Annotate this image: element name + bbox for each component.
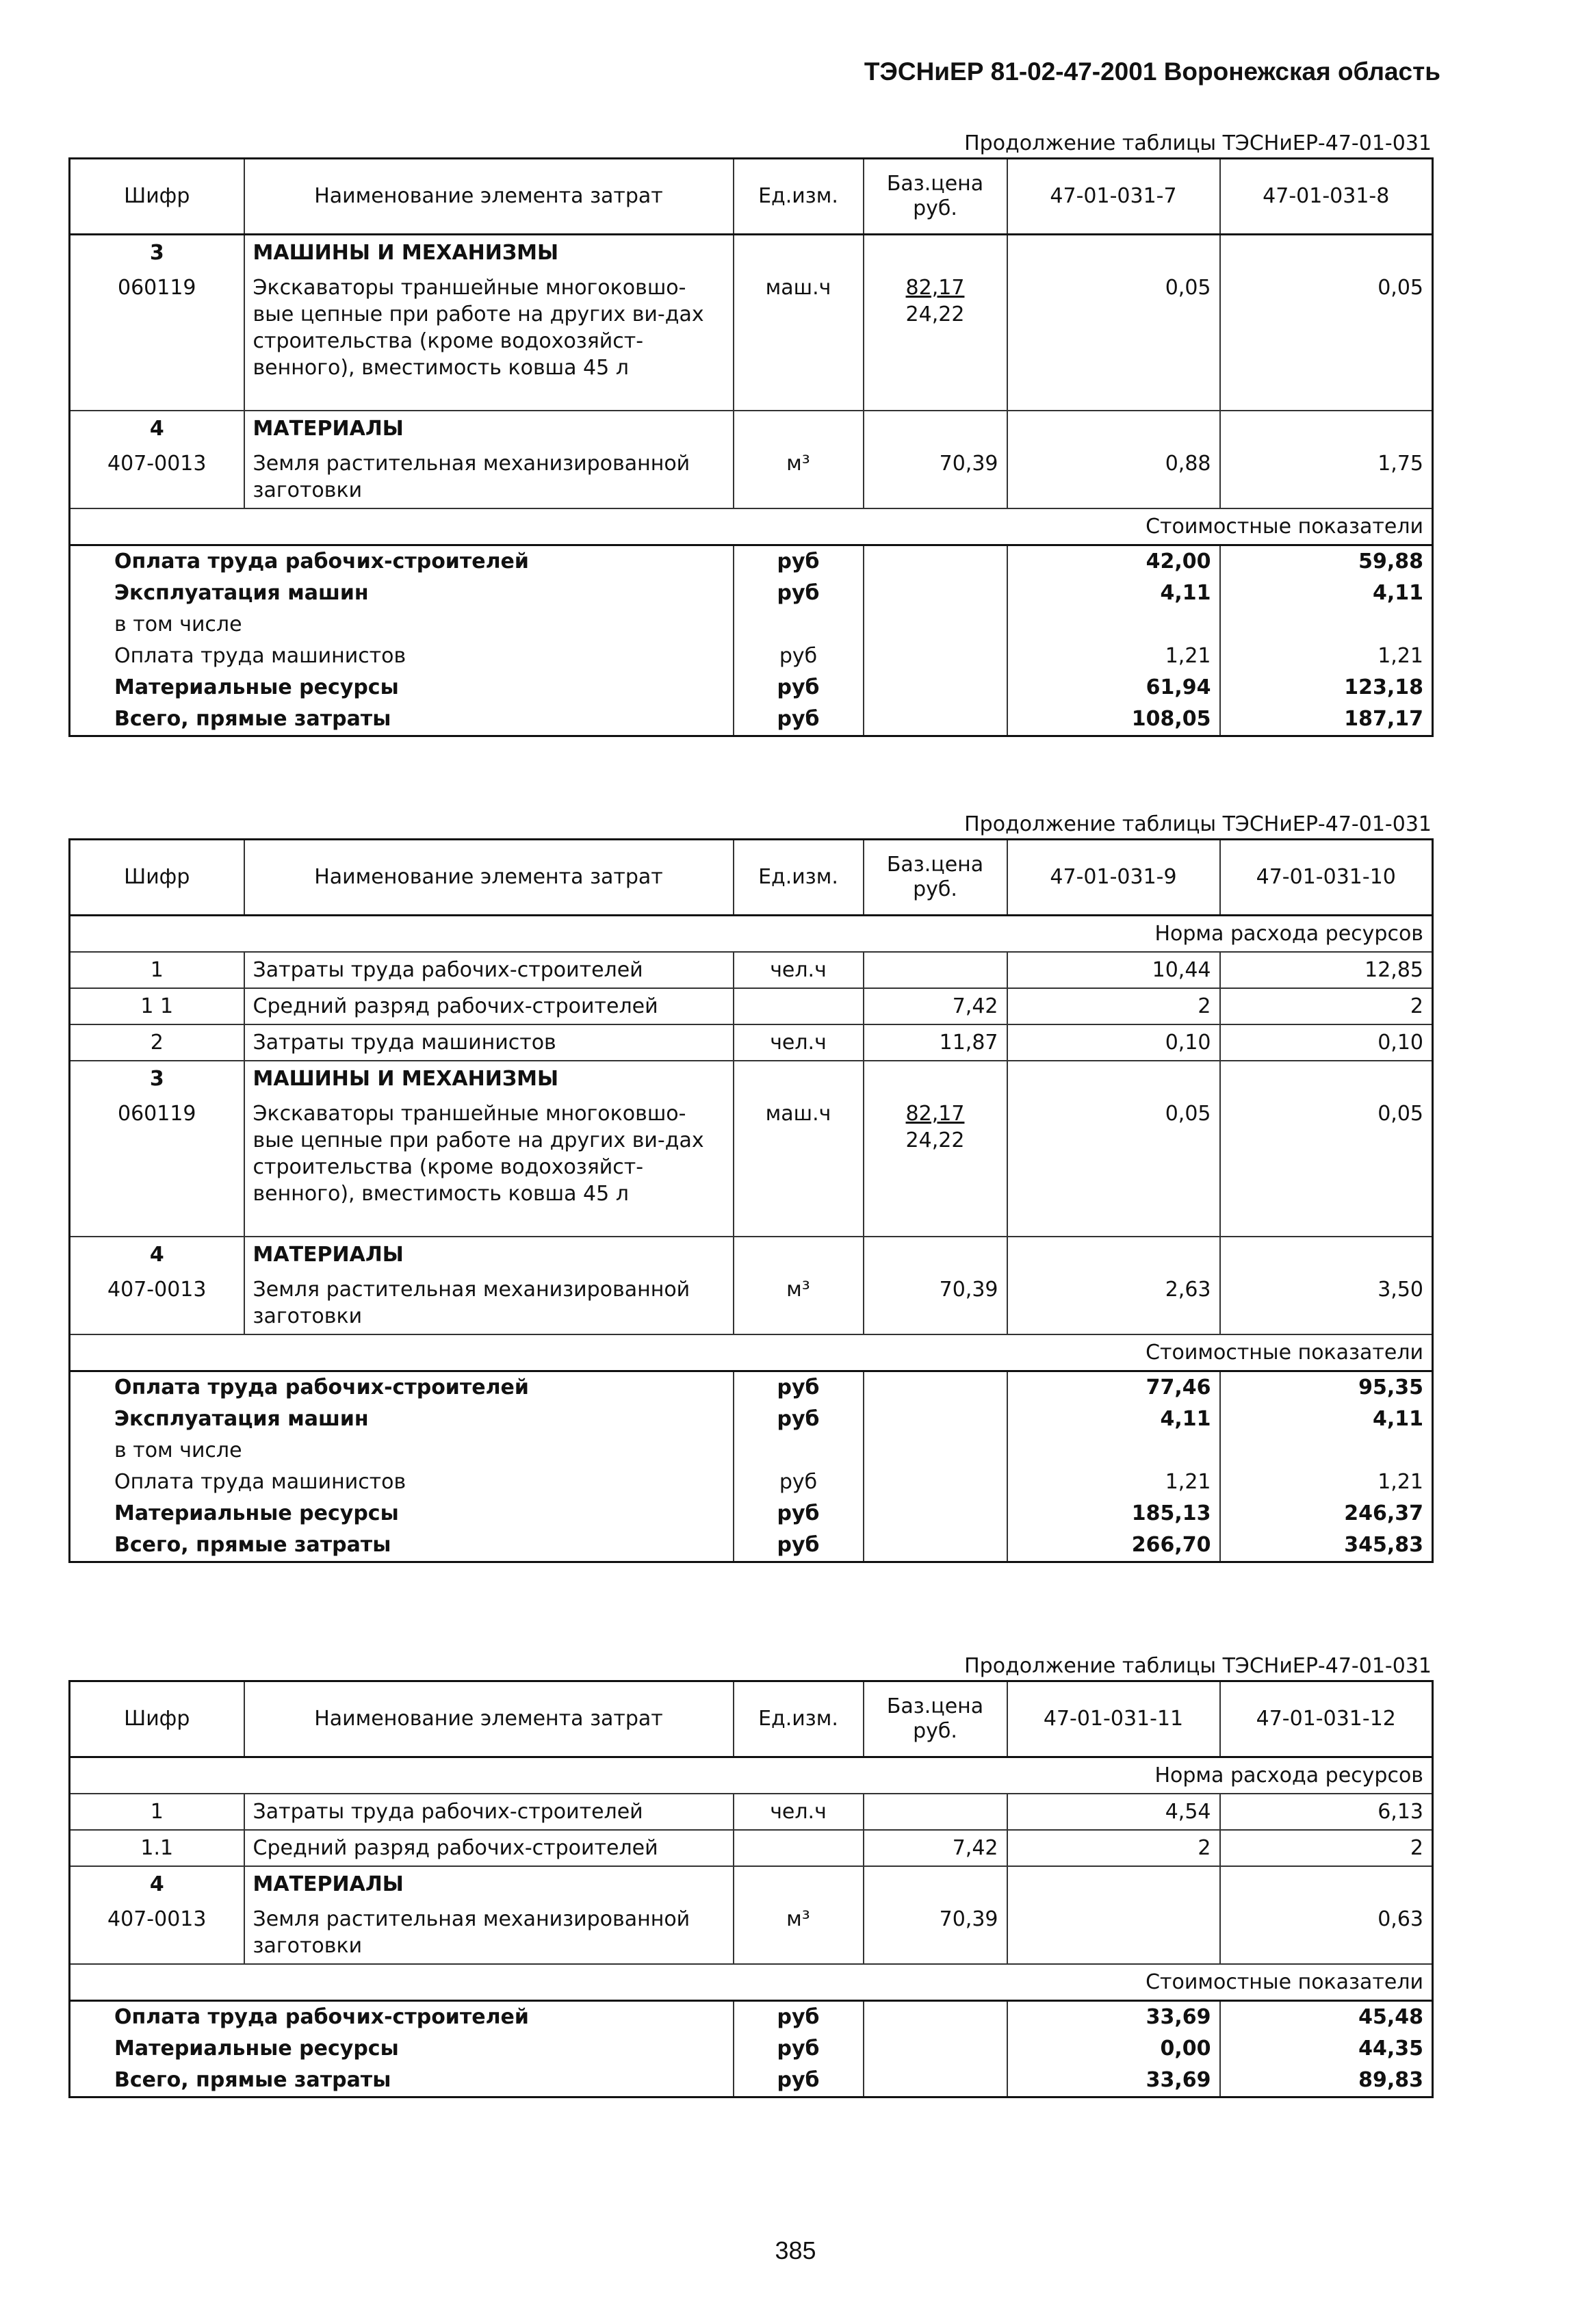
row-value-a: 0,88: [1007, 446, 1220, 508]
summary-value-b: 89,83: [1220, 2065, 1433, 2097]
summary-unit: руб: [734, 2065, 864, 2097]
summary-label: Материальные ресурсы: [70, 1498, 734, 1529]
resource-rows: [70, 952, 1433, 1061]
summary-value-b: 1,21: [1220, 1467, 1433, 1498]
section-number: 3: [70, 1061, 244, 1096]
summary-value-b: 123,18: [1220, 672, 1433, 703]
row-name: Экскаваторы траншейные многоковшо-вые цепные при работе на других ви-дах строительства (кроме водохозяйст-венного), вместимость ковша 45 л: [244, 1096, 734, 1237]
col-header-code: Шифр: [70, 159, 244, 235]
price-header-line1: Баз.цена: [886, 853, 984, 877]
col-header-a: 47-01-031-9: [1007, 840, 1220, 916]
summary-unit: руб: [734, 545, 864, 578]
norm-row: [70, 916, 1433, 953]
row-code: 1 1: [70, 988, 244, 1024]
summary-value-a: 4,11: [1007, 578, 1220, 609]
row-name: Затраты труда машинистов: [244, 1024, 734, 1061]
header-row: [70, 1681, 1433, 1757]
summary-value-a: 266,70: [1007, 1529, 1220, 1562]
row-value-b: 0,05: [1220, 270, 1433, 411]
row-price: [864, 952, 1007, 988]
summary-value-a: [1007, 1435, 1220, 1467]
col-header-name: Наименование элемента затрат: [244, 1681, 734, 1757]
row-name: Земля растительная механизированной заготовки: [244, 1902, 734, 1964]
row-code: 2: [70, 1024, 244, 1061]
row-price: 70,39: [864, 446, 1007, 508]
row-name: Затраты труда рабочих-строителей: [244, 1794, 734, 1830]
row-price: 7,42: [864, 1830, 1007, 1866]
summary-value-b: 44,35: [1220, 2033, 1433, 2065]
col-header-code: Шифр: [70, 1681, 244, 1757]
row-name: Средний разряд рабочих-строителей: [244, 1830, 734, 1866]
summary-unit: руб: [734, 2033, 864, 2065]
summary-unit: руб: [734, 672, 864, 703]
row-price: [864, 270, 1007, 411]
row-price: 11,87: [864, 1024, 1007, 1061]
row-name: Средний разряд рабочих-строителей: [244, 988, 734, 1024]
col-header-name: Наименование элемента затрат: [244, 840, 734, 916]
summary-unit: [734, 1435, 864, 1467]
row-unit: [734, 1830, 864, 1866]
table-row: [70, 1272, 1433, 1334]
col-header-b: 47-01-031-8: [1220, 159, 1433, 235]
summary-value-a: 4,11: [1007, 1404, 1220, 1435]
row-price: [864, 1096, 1007, 1237]
summary-value-b: 4,11: [1220, 1404, 1433, 1435]
summary-row: [70, 1371, 1433, 1404]
header-row: [70, 840, 1433, 916]
summary-unit: руб: [734, 578, 864, 609]
summary-row: [70, 2065, 1433, 2097]
table-row: [70, 988, 1433, 1024]
col-header-a: 47-01-031-7: [1007, 159, 1220, 235]
summary-price-empty: [864, 703, 1007, 736]
summary-price-empty: [864, 545, 1007, 578]
summary-value-b: 345,83: [1220, 1529, 1433, 1562]
estimate-table-1: [68, 130, 1432, 737]
section-title: МАТЕРИАЛЫ: [244, 411, 734, 446]
table-row: [70, 446, 1433, 508]
summary-row: [70, 1435, 1433, 1467]
row-unit: м³: [734, 446, 864, 508]
row-code: 060119: [70, 270, 244, 411]
row-name: Земля растительная механизированной заготовки: [244, 446, 734, 508]
col-header-price: [864, 1681, 1007, 1757]
row-name: Экскаваторы траншейные многоковшо-вые цепные при работе на других ви-дах строительства (кроме водохозяйст-венного), вместимость ковша 45 л: [244, 270, 734, 411]
row-unit: [734, 988, 864, 1024]
table-row: [70, 1794, 1433, 1830]
summary-price-empty: [864, 672, 1007, 703]
summary-label: Эксплуатация машин: [70, 578, 734, 609]
row-unit: маш.ч: [734, 270, 864, 411]
page-header: ТЭСНиЕР 81-02-47-2001 Воронежская область: [864, 57, 1440, 86]
summary-label: в том числе: [70, 1435, 734, 1467]
summary-value-b: [1220, 609, 1433, 641]
summary-unit: [734, 609, 864, 641]
row-unit: м³: [734, 1902, 864, 1964]
row-value-b: 12,85: [1220, 952, 1433, 988]
summary-row: [70, 578, 1433, 609]
col-header-code: Шифр: [70, 840, 244, 916]
summary-value-a: 33,69: [1007, 2065, 1220, 2097]
estimate-table-3: [68, 1653, 1432, 2098]
row-code: 1: [70, 952, 244, 988]
summary-value-a: 1,21: [1007, 1467, 1220, 1498]
col-header-b: 47-01-031-12: [1220, 1681, 1433, 1757]
row-unit: маш.ч: [734, 1096, 864, 1237]
price-value-1: 82,17: [905, 1102, 965, 1126]
price-value-2: 24,22: [905, 1128, 965, 1152]
row-value-a: 2: [1007, 988, 1220, 1024]
section-row-materials: [70, 1866, 1433, 1902]
section-number: 3: [70, 235, 244, 271]
summary-value-b: 187,17: [1220, 703, 1433, 736]
summary-label: Эксплуатация машин: [70, 1404, 734, 1435]
price-header-line2: руб.: [913, 196, 957, 220]
section-title: МАТЕРИАЛЫ: [244, 1237, 734, 1272]
cost-indicators-row: [70, 1334, 1433, 1371]
summary-value-a: 108,05: [1007, 703, 1220, 736]
cost-indicators-label: Стоимостные показатели: [70, 1334, 1433, 1371]
summary-label: Всего, прямые затраты: [70, 2065, 734, 2097]
price-header-line2: руб.: [913, 1719, 957, 1743]
price-header-line1: Баз.цена: [886, 1694, 984, 1718]
summary-price-empty: [864, 641, 1007, 672]
row-value-b: 6,13: [1220, 1794, 1433, 1830]
row-price: 7,42: [864, 988, 1007, 1024]
row-code: 407-0013: [70, 1272, 244, 1334]
summary-value-b: [1220, 1435, 1433, 1467]
summary-price-empty: [864, 2001, 1007, 2034]
summary-label: Материальные ресурсы: [70, 2033, 734, 2065]
table-row: [70, 1902, 1433, 1964]
summary-value-a: 61,94: [1007, 672, 1220, 703]
col-header-name: Наименование элемента затрат: [244, 159, 734, 235]
cost-indicators-row: [70, 1964, 1433, 2001]
col-header-a: 47-01-031-11: [1007, 1681, 1220, 1757]
row-value-a: 0,05: [1007, 270, 1220, 411]
summary-row: [70, 1467, 1433, 1498]
summary-unit: руб: [734, 703, 864, 736]
summary-unit: руб: [734, 1467, 864, 1498]
summary-label: Оплата труда машинистов: [70, 1467, 734, 1498]
summary-price-empty: [864, 2065, 1007, 2097]
section-title: МАТЕРИАЛЫ: [244, 1866, 734, 1902]
table-row: [70, 1096, 1433, 1237]
table-row: [70, 1830, 1433, 1866]
row-code: 407-0013: [70, 446, 244, 508]
table-continuation-label: Продолжение таблицы ТЭСНиЕР-47-01-031: [964, 131, 1432, 155]
col-header-price: [864, 840, 1007, 916]
summary-label: Оплата труда машинистов: [70, 641, 734, 672]
row-unit: чел.ч: [734, 1794, 864, 1830]
section-title: МАШИНЫ И МЕХАНИЗМЫ: [244, 1061, 734, 1096]
col-header-unit: Ед.изм.: [734, 840, 864, 916]
row-value-a: [1007, 1902, 1220, 1964]
row-code: 060119: [70, 1096, 244, 1237]
price-header-line1: Баз.цена: [886, 172, 984, 196]
row-value-a: 4,54: [1007, 1794, 1220, 1830]
summary-value-a: 0,00: [1007, 2033, 1220, 2065]
norm-row: [70, 1757, 1433, 1794]
summary-price-empty: [864, 1404, 1007, 1435]
summary-row: [70, 1529, 1433, 1562]
page-number: 385: [775, 2236, 816, 2264]
summary-price-empty: [864, 578, 1007, 609]
summary-value-b: 95,35: [1220, 1371, 1433, 1404]
section-row-materials: [70, 1237, 1433, 1272]
summary-unit: руб: [734, 1529, 864, 1562]
summary-unit: руб: [734, 1371, 864, 1404]
summary-unit: руб: [734, 641, 864, 672]
summary-label: Материальные ресурсы: [70, 672, 734, 703]
row-value-a: 10,44: [1007, 952, 1220, 988]
estimate-grid: [68, 157, 1434, 737]
header-row: [70, 159, 1433, 235]
section-row-machines: [70, 1061, 1433, 1096]
summary-value-a: 1,21: [1007, 641, 1220, 672]
summary-price-empty: [864, 609, 1007, 641]
summary-value-a: 185,13: [1007, 1498, 1220, 1529]
summary-unit: руб: [734, 1498, 864, 1529]
summary-rows: [70, 545, 1433, 736]
summary-row: [70, 545, 1433, 578]
row-price: [864, 1794, 1007, 1830]
row-unit: чел.ч: [734, 952, 864, 988]
estimate-table-2: [68, 811, 1432, 1563]
norm-label: Норма расхода ресурсов: [70, 916, 1433, 953]
row-value-b: 2: [1220, 1830, 1433, 1866]
summary-label: Всего, прямые затраты: [70, 1529, 734, 1562]
col-header-price: [864, 159, 1007, 235]
summary-value-a: 77,46: [1007, 1371, 1220, 1404]
row-unit: чел.ч: [734, 1024, 864, 1061]
section-number: 4: [70, 411, 244, 446]
estimate-grid: [68, 838, 1434, 1563]
row-price: 70,39: [864, 1902, 1007, 1964]
row-value-b: 3,50: [1220, 1272, 1433, 1334]
summary-label: Оплата труда рабочих-строителей: [70, 545, 734, 578]
col-header-unit: Ед.изм.: [734, 159, 864, 235]
section-number: 4: [70, 1866, 244, 1902]
summary-row: [70, 703, 1433, 736]
cost-indicators-label: Стоимостные показатели: [70, 508, 1433, 545]
summary-row: [70, 2001, 1433, 2034]
row-value-b: 1,75: [1220, 446, 1433, 508]
row-value-a: 2: [1007, 1830, 1220, 1866]
summary-label: в том числе: [70, 609, 734, 641]
row-value-b: 0,05: [1220, 1096, 1433, 1237]
row-price: 70,39: [864, 1272, 1007, 1334]
summary-value-b: 59,88: [1220, 545, 1433, 578]
table-row: [70, 270, 1433, 411]
row-value-a: 0,10: [1007, 1024, 1220, 1061]
summary-price-empty: [864, 1435, 1007, 1467]
summary-row: [70, 609, 1433, 641]
summary-row: [70, 672, 1433, 703]
row-unit: м³: [734, 1272, 864, 1334]
summary-price-empty: [864, 1371, 1007, 1404]
summary-row: [70, 2033, 1433, 2065]
table-continuation-label: Продолжение таблицы ТЭСНиЕР-47-01-031: [964, 812, 1432, 836]
summary-row: [70, 1404, 1433, 1435]
col-header-b: 47-01-031-10: [1220, 840, 1433, 916]
summary-value-a: 33,69: [1007, 2001, 1220, 2034]
summary-value-b: 246,37: [1220, 1498, 1433, 1529]
estimate-grid: [68, 1680, 1434, 2098]
section-row-machines: [70, 235, 1433, 271]
row-code: 1: [70, 1794, 244, 1830]
summary-value-b: 1,21: [1220, 641, 1433, 672]
row-value-b: 2: [1220, 988, 1433, 1024]
table-row: [70, 1024, 1433, 1061]
summary-value-b: 4,11: [1220, 578, 1433, 609]
section-number: 4: [70, 1237, 244, 1272]
summary-label: Оплата труда рабочих-строителей: [70, 1371, 734, 1404]
summary-unit: руб: [734, 2001, 864, 2034]
summary-price-empty: [864, 1467, 1007, 1498]
row-code: 1.1: [70, 1830, 244, 1866]
col-header-unit: Ед.изм.: [734, 1681, 864, 1757]
norm-label: Норма расхода ресурсов: [70, 1757, 1433, 1794]
row-value-a: 2,63: [1007, 1272, 1220, 1334]
summary-value-a: [1007, 609, 1220, 641]
cost-indicators-row: [70, 508, 1433, 545]
price-value-2: 24,22: [905, 302, 965, 326]
summary-label: Всего, прямые затраты: [70, 703, 734, 736]
summary-rows: [70, 2001, 1433, 2097]
row-value-b: 0,63: [1220, 1902, 1433, 1964]
summary-price-empty: [864, 1529, 1007, 1562]
summary-row: [70, 641, 1433, 672]
price-header-line2: руб.: [913, 877, 957, 901]
resource-rows: [70, 1794, 1433, 1866]
row-value-b: 0,10: [1220, 1024, 1433, 1061]
section-title: МАШИНЫ И МЕХАНИЗМЫ: [244, 235, 734, 271]
section-row-materials: [70, 411, 1433, 446]
summary-price-empty: [864, 1498, 1007, 1529]
price-value-1: 82,17: [905, 276, 965, 300]
table-row: [70, 952, 1433, 988]
row-code: 407-0013: [70, 1902, 244, 1964]
summary-value-a: 42,00: [1007, 545, 1220, 578]
summary-rows: [70, 1371, 1433, 1562]
summary-unit: руб: [734, 1404, 864, 1435]
cost-indicators-label: Стоимостные показатели: [70, 1964, 1433, 2001]
row-name: Земля растительная механизированной заготовки: [244, 1272, 734, 1334]
table-continuation-label: Продолжение таблицы ТЭСНиЕР-47-01-031: [964, 1654, 1432, 1678]
summary-value-b: 45,48: [1220, 2001, 1433, 2034]
row-value-a: 0,05: [1007, 1096, 1220, 1237]
summary-row: [70, 1498, 1433, 1529]
row-name: Затраты труда рабочих-строителей: [244, 952, 734, 988]
summary-label: Оплата труда рабочих-строителей: [70, 2001, 734, 2034]
summary-price-empty: [864, 2033, 1007, 2065]
